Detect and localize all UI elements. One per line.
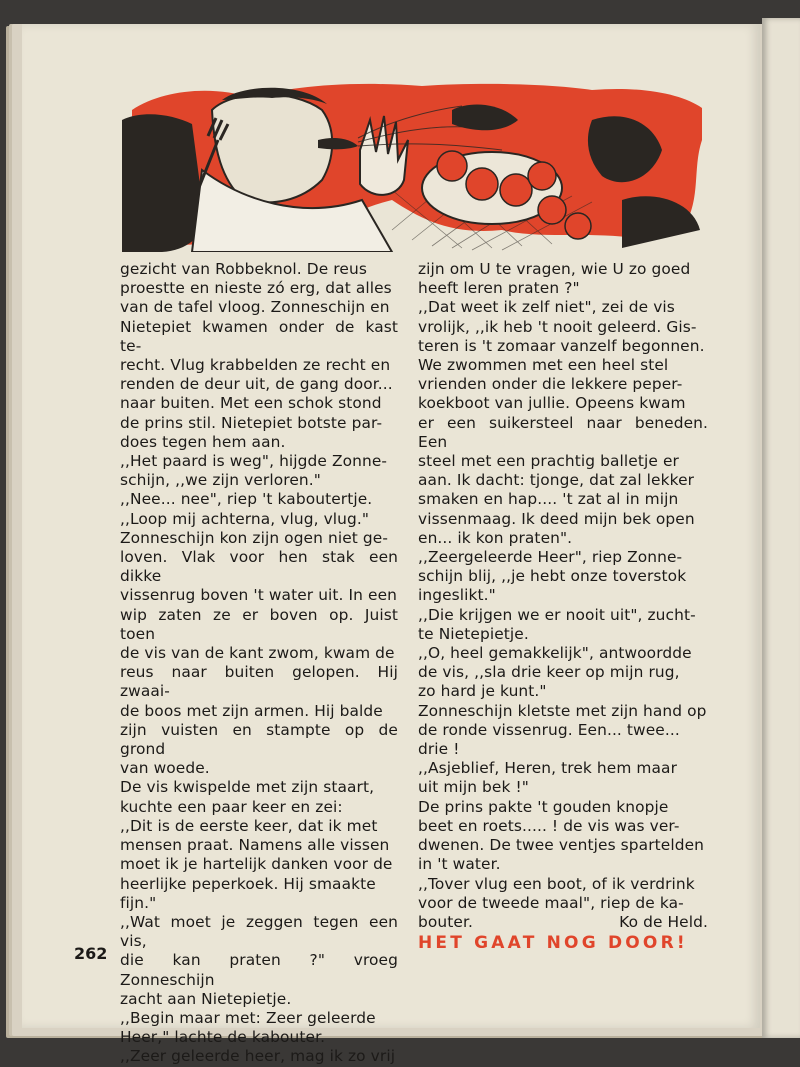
story-column-left <box>120 260 398 1067</box>
right-column-text: zijn om U te vragen, wie U zo goed heeft leren praten ?" ,,Dat weet ik zelf niet", zei de vis vrolijk, ,,ik heb 't nooit geleerd. Gis- teren is 't zomaar vanzelf begonnen. We zwommen met een heel stel vrienden onder die lekkere peper- koekboot van jullie. Opeens kwam er een suikersteel naar beneden. Een steel met een prachtig balletje er aan. Ik dacht: tjonge, dat zal lekker smaken en hap.... 't zat al in mijn vissenmaag. Ik deed mijn bek open en... ik kon praten". ,,Zeergeleerde Heer", riep Zonne- schijn blij, ,,je hebt onze toverstok ingeslikt." ,,Die krijgen we er nooit uit", zucht- te Nietepietje. ,,O, heel gemakkelijk", antwoordde de vis, ,,sla drie keer op mijn rug, zo hard je kunt." Zonneschijn kletste met zijn hand op de ronde vissenrug. Een... twee... drie ! ,,Asjeblief, Heren, trek hem maar uit mijn bek !" De prins pakte 't gouden knopje beet en roets..... ! de vis was ver- dwenen. De twee ventjes spartelden in 't water. ,,Tover vlug een boot, of ik verdrink voor de tweede maal", riep de ka- <box>418 260 708 912</box>
closing-line <box>418 913 708 932</box>
author-signature: Ko de Held. <box>619 912 708 931</box>
closing-word: bouter. <box>418 912 473 931</box>
giant-sneezing-illustration <box>122 80 706 252</box>
to-be-continued-banner: HET GAAT NOG DOOR! <box>418 933 688 954</box>
giant-arm <box>122 114 205 252</box>
left-column-text: gezicht van Robbeknol. De reus proestte en nieste zó erg, dat alles van de tafel vloog. Zonneschijn en Nietepiet kwamen onder de kast te- recht. Vlug krabbelden ze recht en renden de deur uit, de gang door... naar buiten. Met een schok stond de prins stil. Nietepiet botste par- does tegen hem aan. ,,Het paard is weg", hijgde Zonne- schijn, ,,we zijn verloren." ,,Nee... nee", riep 't kaboutertje. ,,Loop mij achterna, vlug, vlug." Zonneschijn kon zijn ogen niet ge- loven. Vlak voor hen stak een dikke vissenrug boven 't water uit. In een wip zaten ze er boven op. Juist toen de vis van de kant zwom, kwam de reus naar buiten gelopen. Hij zwaai- de boos met zijn armen. Hij balde zijn vuisten en stampte op de grond van woede. De vis kwispelde met zijn staart, kuchte een paar keer en zei: ,,Dit is de eerste keer, dat ik met mensen praat. Namens alle vissen moet ik je hartelijk danken voor de heerlijke peperkoek. Hij smaakte fijn." ,,Wat moet je zeggen tegen een vis, die kan praten ?" vroeg Zonneschijn zacht aan Nietepietje. ,,Begin maar met: Zeer geleerde Heer," lachte de kabouter. ,,Zeer geleerde heer, mag ik zo vrij <box>120 260 398 1066</box>
story-column-right <box>418 260 708 953</box>
facing-page-edge <box>762 18 800 1038</box>
page-number: 262 <box>74 944 108 963</box>
